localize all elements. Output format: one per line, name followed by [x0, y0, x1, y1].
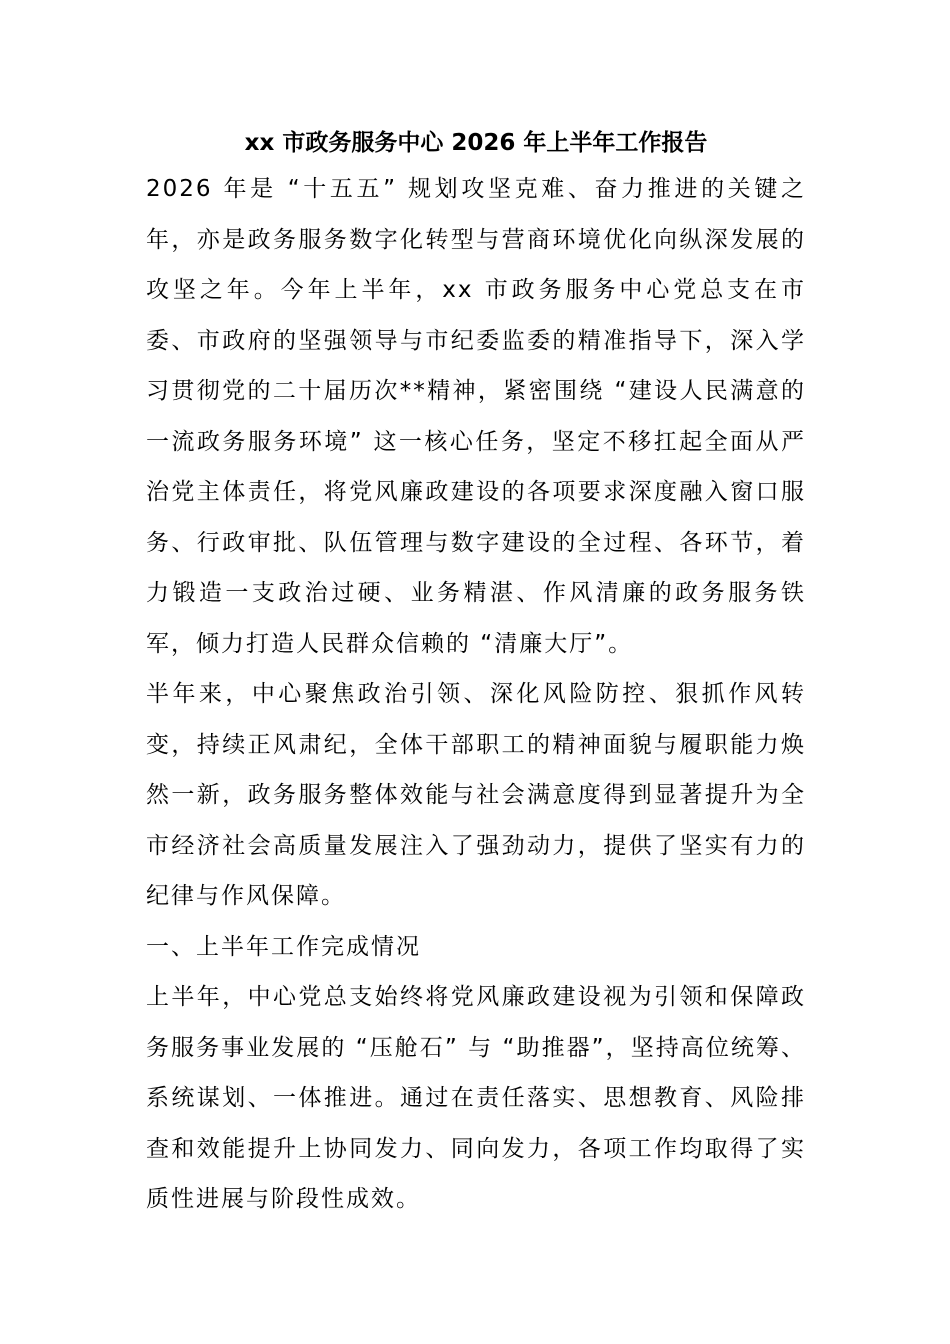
section-paragraph: 上半年，中心党总支始终将党风廉政建设视为引领和保障政务服务事业发展的 “压舱石” 与 “助推器”，坚持高位统筹、系统谋划、一体推进。通过在责任落实、思想教育、风险排查和效能提升上协同发力、同向发力，各项工作均取得了实质性进展与阶段性成效。: [146, 984, 806, 1212]
section-heading: 一、上半年工作完成情况: [146, 933, 421, 960]
summary-paragraph: 半年来，中心聚焦政治引领、深化风险防控、狠抓作风转变，持续正风肃纪，全体干部职工的精神面貌与履职能力焕然一新，政务服务整体效能与社会满意度得到显著提升为全市经济社会高质量发展注入了强劲动力，提供了坚实有力的纪律与作风保障。: [146, 681, 806, 909]
document-title: xx 市政务服务中心 2026 年上半年工作报告: [244, 130, 708, 156]
document-body: [146, 164, 806, 1225]
intro-paragraph: 2026 年是 “十五五” 规划攻坚克难、奋力推进的关键之年，亦是政务服务数字化转型与营商环境优化向纵深发展的攻坚之年。今年上半年，xx 市政务服务中心党总支在市委、市政府的坚强领导与市纪委监委的精准指导下，深入学习贯彻党的二十届历次**精神，紧密围绕 “建设人民满意的一流政务服务环境” 这一核心任务，坚定不移扛起全面从严治党主体责任，将党风廉政建设的各项要求深度融入窗口服务、行政审批、队伍管理与数字建设的全过程、各环节，着力锻造一支政治过硬、业务精湛、作风清廉的政务服务铁军，倾力打造人民群众信赖的 “清廉大厅”。: [146, 176, 806, 657]
